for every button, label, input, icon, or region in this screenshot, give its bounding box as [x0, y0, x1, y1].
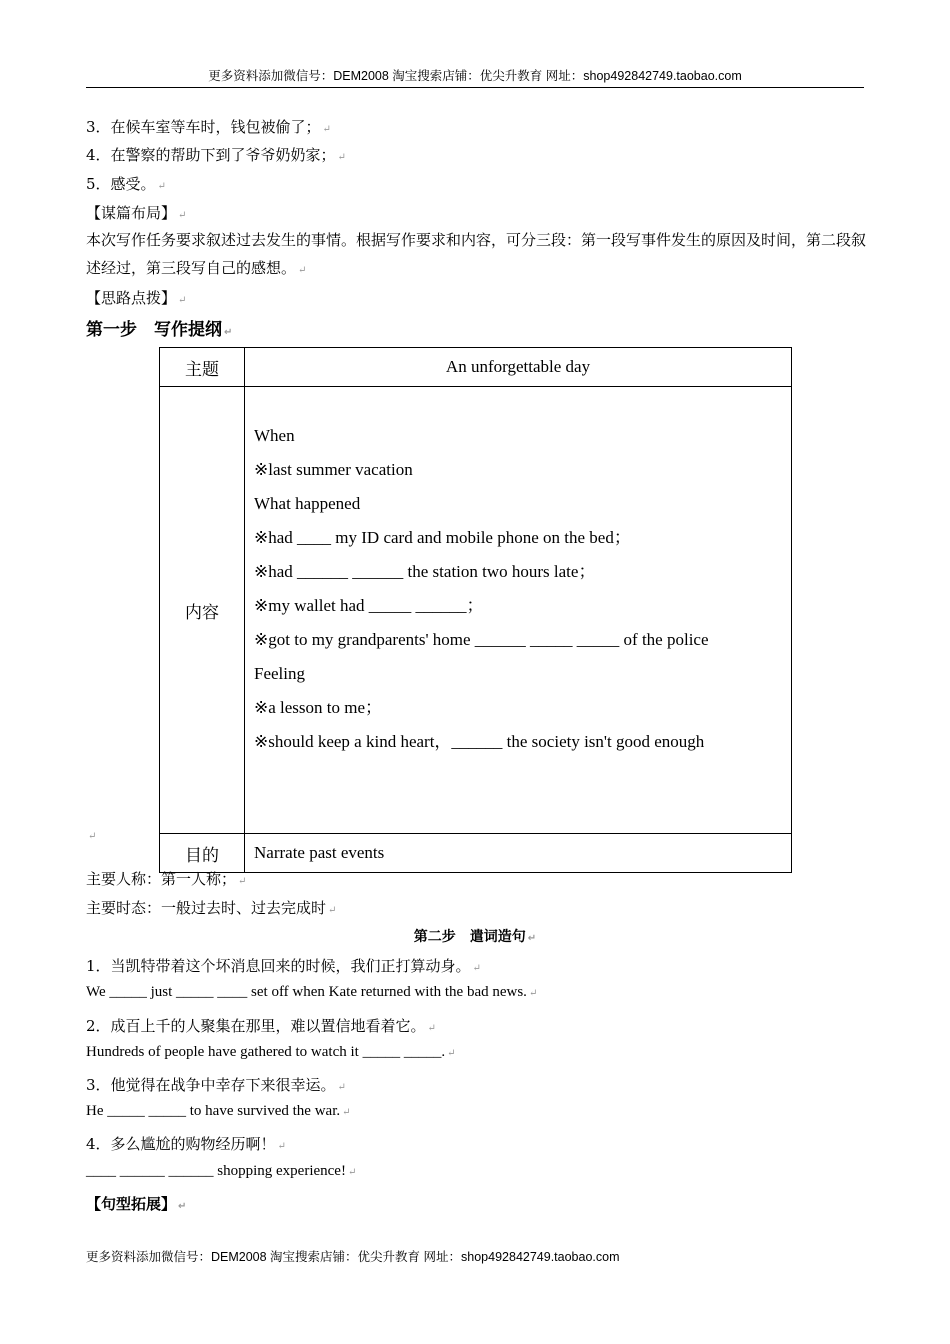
point-5: 5．感受。 ↵ — [86, 175, 166, 193]
content-line: Feeling — [254, 664, 305, 683]
outline-table — [159, 347, 792, 873]
page-header: 更多资料添加微信号：DEM2008 淘宝搜索店铺：优尖升教育 网址：shop492842749.taobao.com — [86, 66, 864, 88]
table-row — [160, 348, 792, 387]
sentence-cn: 3．他觉得在战争中幸存下来很幸运。 ↵ — [86, 1076, 346, 1094]
point-4: 4．在警察的帮助下到了爷爷奶奶家； ↵ — [86, 146, 346, 164]
theme-label: 主题 — [160, 348, 245, 387]
content-line: ※should keep a kind heart，______ the society isn't good enough — [254, 732, 705, 751]
sentence-cn: 2．成百上千的人聚集在那里，难以置信地看着它。 ↵ — [86, 1017, 436, 1035]
purpose-label: 目的 — [160, 834, 245, 873]
main-person: 主要人称：第一人称； ↵ — [86, 870, 247, 888]
point-3: 3．在候车室等车时，钱包被偷了； ↵ — [86, 118, 331, 136]
theme-value: An unforgettable day — [245, 348, 792, 387]
content-line: ※got to my grandparents' home ______ _____ _____ of the police — [254, 630, 709, 649]
expand-heading: 【句型拓展】 ↵ — [86, 1195, 187, 1213]
sentence-en: We _____ just _____ ____ set off when Kate returned with the bad news. ↵ — [86, 984, 538, 1000]
sentence-en: Hundreds of people have gathered to watch it _____ _____. ↵ — [86, 1044, 456, 1060]
content-line: What happened — [254, 494, 361, 513]
table-row — [160, 387, 792, 834]
step1-title: 第一步 写作提纲 ↵ — [86, 320, 233, 340]
sentence-cn: 4．多么尴尬的购物经历啊！ ↵ — [86, 1135, 286, 1153]
layout-paragraph: 本次写作任务要求叙述过去发生的事情。根据写作要求和内容，可分三段：第一段写事件发生的原因及时间，第二段叙述经过，第三段写自己的感想。 ↵ — [86, 231, 867, 277]
content-line: ※had ____ my ID card and mobile phone on the bed； — [254, 528, 631, 547]
content-line: ※my wallet had _____ ______； — [254, 596, 484, 615]
step2-title: 第二步 遣词造句 ↵ — [413, 929, 537, 945]
content-line: ※had ______ ______ the station two hours late； — [254, 562, 596, 581]
sentence-cn: 1．当凯特带着这个坏消息回来的时候，我们正打算动身。 ↵ — [86, 957, 481, 975]
tips-heading: 【思路点拨】 ↵ — [86, 289, 187, 307]
content-line: ※a lesson to me； — [254, 698, 383, 717]
content-label: 内容 — [160, 387, 245, 834]
content-line: ※last summer vacation — [254, 460, 413, 479]
table-end-mark: ↵ — [88, 831, 97, 842]
table-row — [160, 834, 792, 873]
sentence-en: ____ ______ ______ shopping experience! ↵ — [86, 1163, 357, 1179]
layout-heading: 【谋篇布局】 ↵ — [86, 204, 187, 222]
page-footer: 更多资料添加微信号：DEM2008 淘宝搜索店铺：优尖升教育 网址：shop492842749.taobao.com — [86, 1250, 620, 1264]
main-tense: 主要时态：一般过去时、过去完成时 ↵ — [86, 899, 337, 917]
content-line: When — [254, 426, 295, 445]
content-cell — [245, 387, 792, 834]
purpose-value: Narrate past events — [245, 834, 792, 873]
sentence-en: He _____ _____ to have survived the war. ↵ — [86, 1103, 351, 1119]
